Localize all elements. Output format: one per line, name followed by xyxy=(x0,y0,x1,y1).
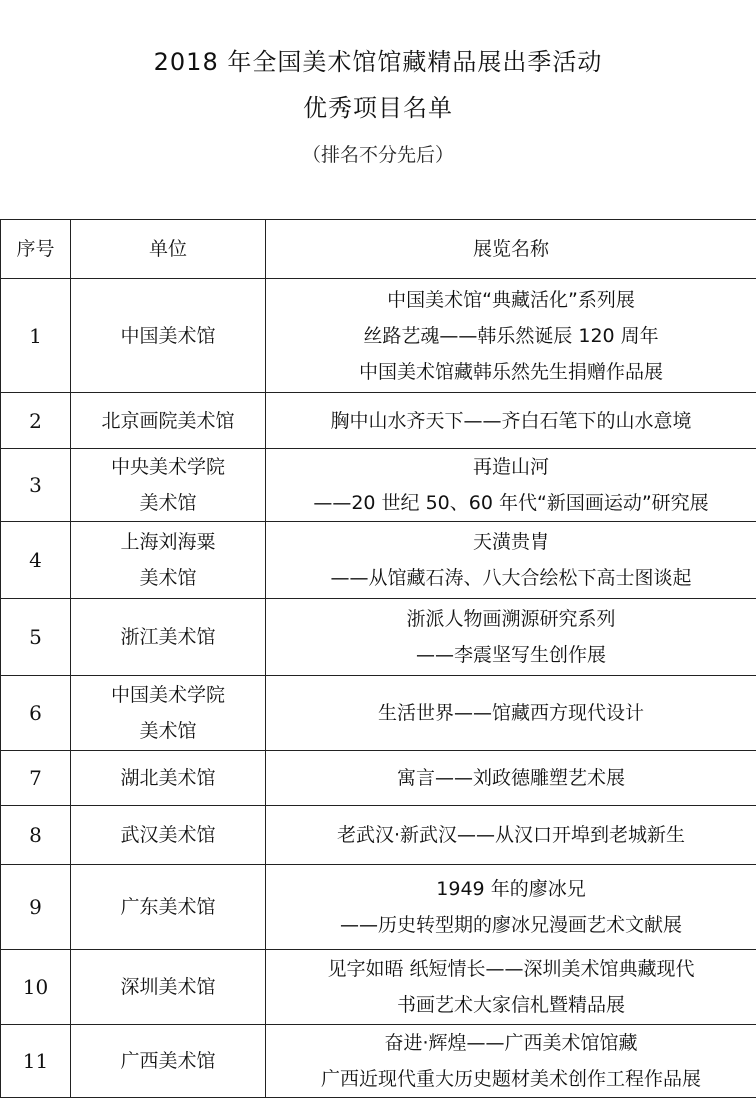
cell-no: 7 xyxy=(1,751,71,806)
cell-no: 1 xyxy=(1,279,71,393)
unit-line: 广东美术馆 xyxy=(71,889,265,925)
exhibition-name-line: 老武汉·新武汉——从汉口开埠到老城新生 xyxy=(266,817,756,853)
cell-unit xyxy=(71,599,266,676)
table-row xyxy=(1,522,756,599)
cell-unit xyxy=(71,1025,266,1098)
exhibition-name-line: 广西近现代重大历史题材美术创作工程作品展 xyxy=(266,1061,756,1097)
cell-exhibition-name xyxy=(266,865,756,950)
table-body xyxy=(1,279,756,1098)
document-subtitle: （排名不分先后） xyxy=(0,142,756,168)
cell-no: 8 xyxy=(1,806,71,865)
table-row xyxy=(1,449,756,522)
cell-unit xyxy=(71,449,266,522)
cell-unit xyxy=(71,522,266,599)
exhibition-name-line: 1949 年的廖冰兄 xyxy=(266,871,756,907)
unit-line: 武汉美术馆 xyxy=(71,817,265,853)
cell-no: 2 xyxy=(1,393,71,449)
cell-unit xyxy=(71,950,266,1025)
unit-line: 中央美术学院 xyxy=(71,449,265,485)
unit-line: 湖北美术馆 xyxy=(71,760,265,796)
cell-no: 4 xyxy=(1,522,71,599)
exhibition-name-line: ——李震坚写生创作展 xyxy=(266,637,756,673)
cell-unit xyxy=(71,393,266,449)
cell-unit xyxy=(71,751,266,806)
unit-line: 美术馆 xyxy=(71,560,265,596)
cell-exhibition-name xyxy=(266,751,756,806)
cell-no: 6 xyxy=(1,676,71,751)
cell-exhibition-name xyxy=(266,676,756,751)
table-row xyxy=(1,865,756,950)
cell-no: 9 xyxy=(1,865,71,950)
cell-exhibition-name xyxy=(266,279,756,393)
document-title-line2: 优秀项目名单 xyxy=(0,92,756,124)
exhibition-name-line: 见字如晤 纸短情长——深圳美术馆典藏现代 xyxy=(266,951,756,987)
cell-exhibition-name xyxy=(266,393,756,449)
cell-exhibition-name xyxy=(266,599,756,676)
unit-line: 浙江美术馆 xyxy=(71,619,265,655)
exhibition-name-line: 再造山河 xyxy=(266,449,756,485)
cell-unit xyxy=(71,865,266,950)
header-unit: 单位 xyxy=(71,220,266,279)
unit-line: 中国美术馆 xyxy=(71,318,265,354)
cell-unit xyxy=(71,279,266,393)
table-row xyxy=(1,751,756,806)
exhibition-name-line: 寓言——刘政德雕塑艺术展 xyxy=(266,760,756,796)
cell-unit xyxy=(71,676,266,751)
unit-line: 深圳美术馆 xyxy=(71,969,265,1005)
exhibition-name-line: 中国美术馆藏韩乐然先生捐赠作品展 xyxy=(266,354,756,390)
exhibition-name-line: 中国美术馆“典藏活化”系列展 xyxy=(266,282,756,318)
document-title-line1: 2018 年全国美术馆馆藏精品展出季活动 xyxy=(0,46,756,78)
exhibition-name-line: 书画艺术大家信札暨精品展 xyxy=(266,987,756,1023)
unit-line: 广西美术馆 xyxy=(71,1043,265,1079)
cell-no: 5 xyxy=(1,599,71,676)
cell-exhibition-name xyxy=(266,1025,756,1098)
unit-line: 上海刘海粟 xyxy=(71,524,265,560)
table-row xyxy=(1,279,756,393)
unit-line: 北京画院美术馆 xyxy=(71,403,265,439)
table-row xyxy=(1,806,756,865)
unit-line: 中国美术学院 xyxy=(71,677,265,713)
cell-no: 3 xyxy=(1,449,71,522)
exhibition-name-line: 浙派人物画溯源研究系列 xyxy=(266,601,756,637)
cell-exhibition-name xyxy=(266,950,756,1025)
cell-exhibition-name xyxy=(266,522,756,599)
exhibition-name-line: 天潢贵胄 xyxy=(266,524,756,560)
header-no: 序号 xyxy=(1,220,71,279)
exhibition-name-line: ——历史转型期的廖冰兄漫画艺术文献展 xyxy=(266,907,756,943)
exhibition-name-line: 丝路艺魂——韩乐然诞辰 120 周年 xyxy=(266,318,756,354)
unit-line: 美术馆 xyxy=(71,485,265,521)
cell-exhibition-name xyxy=(266,806,756,865)
header-exhibition-name: 展览名称 xyxy=(266,220,756,279)
exhibition-name-line: ——从馆藏石涛、八大合绘松下高士图谈起 xyxy=(266,560,756,596)
cell-exhibition-name xyxy=(266,449,756,522)
award-list-table xyxy=(0,219,756,1098)
table-row xyxy=(1,1025,756,1098)
table-row xyxy=(1,393,756,449)
exhibition-name-line: 胸中山水齐天下——齐白石笔下的山水意境 xyxy=(266,403,756,439)
table-header-row xyxy=(1,220,756,279)
exhibition-name-line: ——20 世纪 50、60 年代“新国画运动”研究展 xyxy=(266,485,756,521)
unit-line: 美术馆 xyxy=(71,713,265,749)
cell-no: 11 xyxy=(1,1025,71,1098)
cell-no: 10 xyxy=(1,950,71,1025)
table-row xyxy=(1,676,756,751)
exhibition-name-line: 生活世界——馆藏西方现代设计 xyxy=(266,695,756,731)
exhibition-name-line: 奋进·辉煌——广西美术馆馆藏 xyxy=(266,1025,756,1061)
cell-unit xyxy=(71,806,266,865)
table-row xyxy=(1,950,756,1025)
table-row xyxy=(1,599,756,676)
